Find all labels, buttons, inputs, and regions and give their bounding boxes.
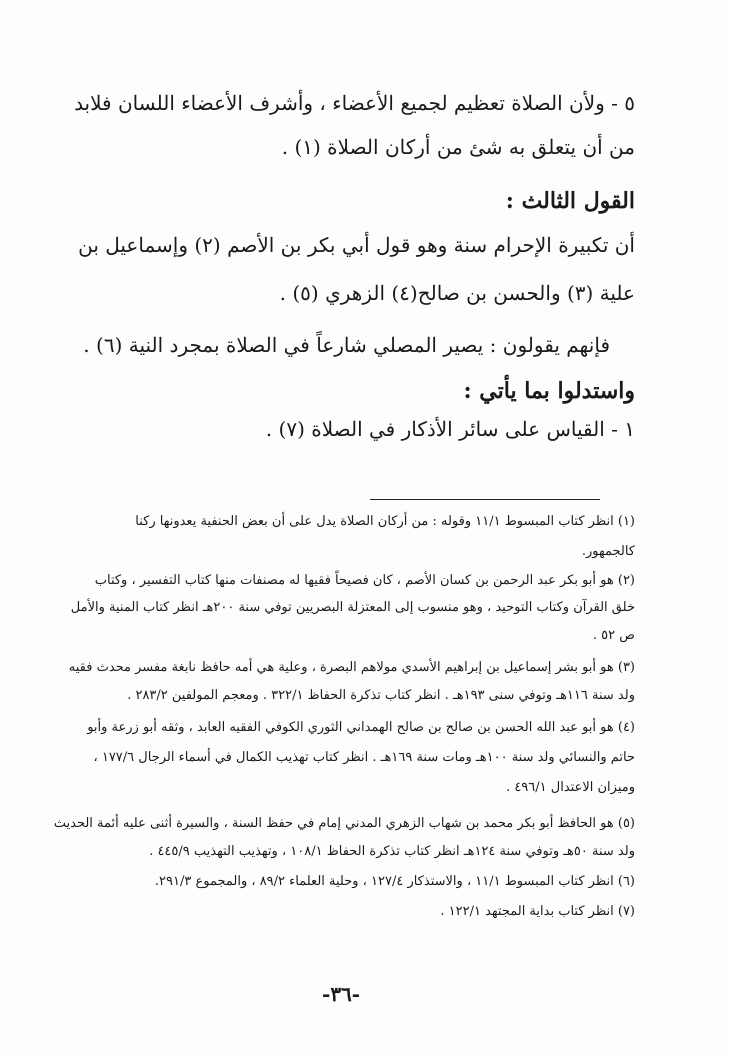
evidence-item-1: ١ - القياس على سائر الأذكار في الصلاة (٧) . [265, 417, 635, 441]
footnote-3-line-2: ولد سنة ١١٦هـ وتوفي سنى ١٩٣هـ . انظر كتاب تذكرة الحفاظ ٣٢٢/١ . ومعجم المولفين ٢٨٣/٢ . [127, 688, 635, 703]
paragraph-intention: فإنهم يقولون : يصير المصلي شارعاً في الصلاة بمجرد النية (٦) . [83, 333, 610, 357]
paragraph-5-line-2: من أن يتعلق به شئ من أركان الصلاة (١) . [281, 135, 635, 159]
footnote-6: (٦) انظر كتاب المبسوط ١١/١ ، والاستذكار ١٢٧/٤ ، وحلية العلماء ٨٩/٢ ، والمجموع ٢٩١/٣. [154, 874, 635, 889]
paragraph-5-line-1: ٥ - ولأن الصلاة تعظيم لجميع الأعضاء ، وأشرف الأعضاء اللسان فلابد [74, 91, 635, 115]
footnote-1-line-2: كالجمهور. [581, 544, 635, 559]
paragraph-opinion-line-1: أن تكبيرة الإحرام سنة وهو قول أبي بكر بن الأصم (٢) وإسماعيل بن [78, 233, 635, 257]
footnote-2-line-3: ص ٥٢ . [592, 628, 635, 643]
footnote-4-line-1: (٤) هو أبو عبد الله الحسن بن صالح بن صالح الهمداني الثوري الكوفي الفقيه العابد ، وثقه أبو زرعة وأبو [87, 720, 635, 735]
footnote-2-line-1: (٢) هو أبو بكر عبد الرحمن بن كسان الأصم ، كان فصيحاً فقيها له مصنفات منها كتاب التفسير ، وكتاب [94, 573, 635, 588]
footnote-5-line-2: ولد سنة ٥٠هـ وتوفي سنة ١٢٤هـ انظر كتاب تذكرة الحفاظ ١٠٨/١ ، وتهذيب التهذيب ٤٤٥/٩ . [149, 844, 635, 859]
heading-evidence: واستدلوا بما يأتي : [463, 378, 635, 404]
heading-third-opinion: القول الثالث : [505, 188, 635, 214]
page-number: -٣٦- [322, 982, 361, 1006]
footnote-5-line-1: (٥) هو الحافظ أبو بكر محمد بن شهاب الزهري المدني إمام في حفظ السنة ، والسيرة أثنى عليه أئمة الحديث [53, 816, 635, 831]
footnote-2-line-2: خلق القرآن وكتاب التوحيد ، وهو منسوب إلى المعتزلة البصريين توفي سنة ٢٠٠هـ انظر كتاب المنية والأمل [70, 600, 635, 615]
footnote-3-line-1: (٣) هو أبو بشر إسماعيل بن إبراهيم الأسدي مولاهم البصرة ، وعلية هي أمه حافظ نابغة مفسر محدث فقيه [68, 660, 635, 675]
footnote-1-line-1: (١) انظر كتاب المبسوط ١١/١ وقوله : من أركان الصلاة يدل على أن بعض الحنفية يعدونها ركنا [135, 514, 635, 529]
footnote-divider [370, 499, 600, 500]
footnote-4-line-3: وميزان الاعتدال ٤٩٦/١ . [506, 780, 635, 795]
footnote-7: (٧) انظر كتاب بداية المجتهد ١٢٢/١ . [440, 904, 635, 919]
footnote-4-line-2: حاتم والنسائي ولد سنة ١٠٠هـ ومات سنة ١٦٩هـ . انظر كتاب تهذيب الكمال في أسماء الرجال ١٧٧/٦ ، [93, 750, 635, 765]
paragraph-opinion-line-2: علية (٣) والحسن بن صالح(٤) الزهري (٥) . [279, 281, 635, 305]
